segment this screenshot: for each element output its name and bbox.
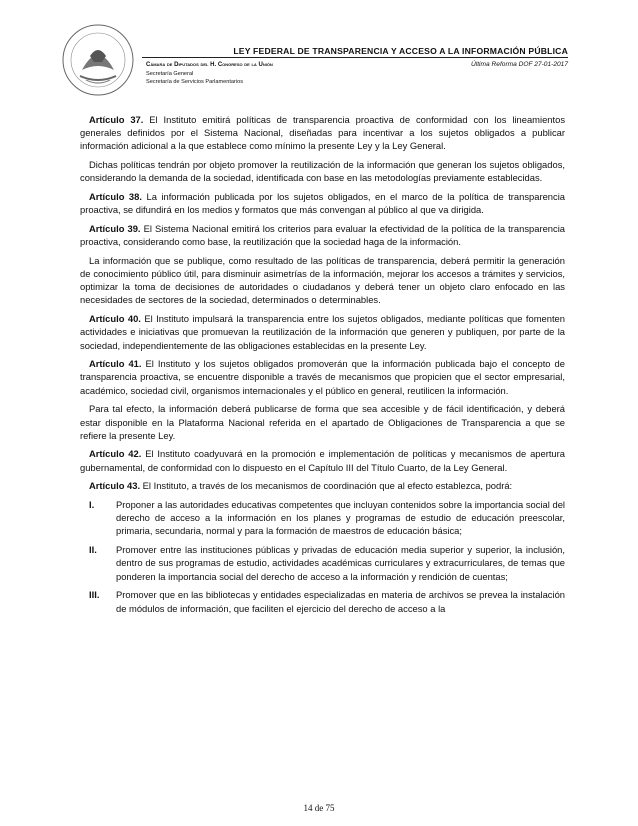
- paragraph: La información que se publique, como resultado de las políticas de transparencia, deberá permitir la generación de conocimiento público útil, para disminuir asimetrías de la información, mejorar los accesos a trámites y servicios, optimizar la toma de decisiones de autoridades o ciudadanos y deberá tener un objeto claro enfocado en las necesidades de sectores de la sociedad, determinados o determinables.: [80, 254, 565, 306]
- article-text: El Instituto y los sujetos obligados promoverán que la información publicada bajo el concepto de transparencia proactiva, se encuentre disponible a través de mecanismos que propicien que el sector empresarial, académico, sociedad civil, organismos internacionales y el público en general, reutilicen la información.: [80, 358, 565, 396]
- article-text: El Instituto impulsará la transparencia entre los sujetos obligados, mediante políticas que fomenten actividades e iniciativas que promuevan la reutilización de la información que generen y publiquen, por parte de la sociedad, independientemente de las obligaciones establecidas en la presente Ley.: [80, 313, 565, 351]
- article-label: Artículo 39.: [89, 222, 141, 234]
- article-label: Artículo 41.: [89, 358, 142, 370]
- list-item-number: I.: [89, 499, 95, 511]
- article-text: El Instituto emitirá políticas de transparencia proactiva de conformidad con los lineamientos generales definidos por el Sistema Nacional, diseñadas para incentivar a los sujetos obligados a publicar información adicional a la que establece como mínimo la presente Ley y la Ley General.: [80, 114, 566, 152]
- document-body: [80, 113, 565, 620]
- list-item: [80, 588, 565, 614]
- page-number: 14 de 75: [303, 803, 335, 813]
- paragraph: Para tal efecto, la información deberá publicarse de forma que sea accesible y de fácil identificación, y deberá estar disponible en la Plataforma Nacional referida en el apartado de Obligaciones de Transparencia a que se refiere la presente Ley.: [80, 403, 565, 441]
- secretariat-name: Secretaría General: [146, 70, 194, 77]
- header-institution-block: [146, 61, 273, 87]
- header-divider: [142, 57, 568, 58]
- article-text: El Instituto coadyuvará en la promoción e implementación de políticas y mecanismos de apertura gubernamental, de conformidad con lo dispuesto en el Capítulo III del Título Cuarto, de la Ley General.: [80, 448, 565, 473]
- article-text: La información publicada por los sujetos obligados, en el marco de la política de transparencia proactiva, se difundirá en los medios y formatos que más convengan al público al que va dirigida.: [80, 191, 565, 216]
- article-40-paragraph: [80, 312, 565, 352]
- list-item-number: II.: [89, 544, 97, 556]
- list-item-text: Promover entre las instituciones públicas y privadas de educación media superior y superior, la inclusión, dentro de sus programas de estudio, actividades académicas curriculares y extracurriculares, de temas que ponderen la importancia social del derecho de acceso a la información y rendición de cuentas;: [116, 544, 565, 582]
- paragraph: Dichas políticas tendrán por objeto promover la reutilización de la información que generan los sujetos obligados, considerando la demanda de la sociedad, identificada con base en las metodologías previamente establecidas.: [80, 159, 565, 184]
- article-label: Artículo 38.: [89, 191, 142, 203]
- article-43-paragraph: [80, 479, 565, 492]
- list-item-text: Proponer a las autoridades educativas competentes que incluyan contenidos sobre la importancia social del derecho de acceso a la información en los planes y programas de estudio de educación preescolar, primaria, secundaria, normal y para la formación de maestros de educación básica;: [116, 499, 565, 537]
- article-label: Artículo 37.: [89, 114, 144, 125]
- list-item-number: III.: [89, 589, 100, 601]
- coat-of-arms-seal-icon: [60, 22, 136, 98]
- services-name: Secretaría de Servicios Parlamentarios: [146, 79, 244, 85]
- article-41-paragraph: [80, 357, 565, 397]
- institution-name: Cámara de Diputados del H. Congreso de la Unión: [146, 62, 273, 68]
- article-39-paragraph: [80, 222, 565, 248]
- article-label: Artículo 40.: [89, 313, 141, 325]
- article-37-paragraph: [80, 113, 565, 153]
- article-label: Artículo 42.: [89, 448, 142, 460]
- list-item: [80, 543, 565, 583]
- reform-date: Última Reforma DOF 27-01-2017: [471, 61, 568, 68]
- article-text: El Instituto, a través de los mecanismos de coordinación que al efecto establezca, podrá:: [140, 480, 513, 492]
- law-title: LEY FEDERAL DE TRANSPARENCIA Y ACCESO A LA INFORMACIÓN PÚBLICA: [233, 46, 568, 56]
- article-text: El Sistema Nacional emitirá los criterios para evaluar la efectividad de la política de la transparencia proactiva, considerando como base, la reutilización que la sociedad haga de la información.: [80, 222, 565, 248]
- article-42-paragraph: [80, 447, 565, 473]
- list-item: [80, 498, 565, 538]
- article-label: Artículo 43.: [89, 480, 141, 492]
- article-38-paragraph: [80, 190, 565, 216]
- list-item-text: Promover que en las bibliotecas y entidades especializadas en materia de archivos se prevea la instalación de módulos de información, que faciliten el ejercicio del derecho de acceso a la: [116, 589, 565, 614]
